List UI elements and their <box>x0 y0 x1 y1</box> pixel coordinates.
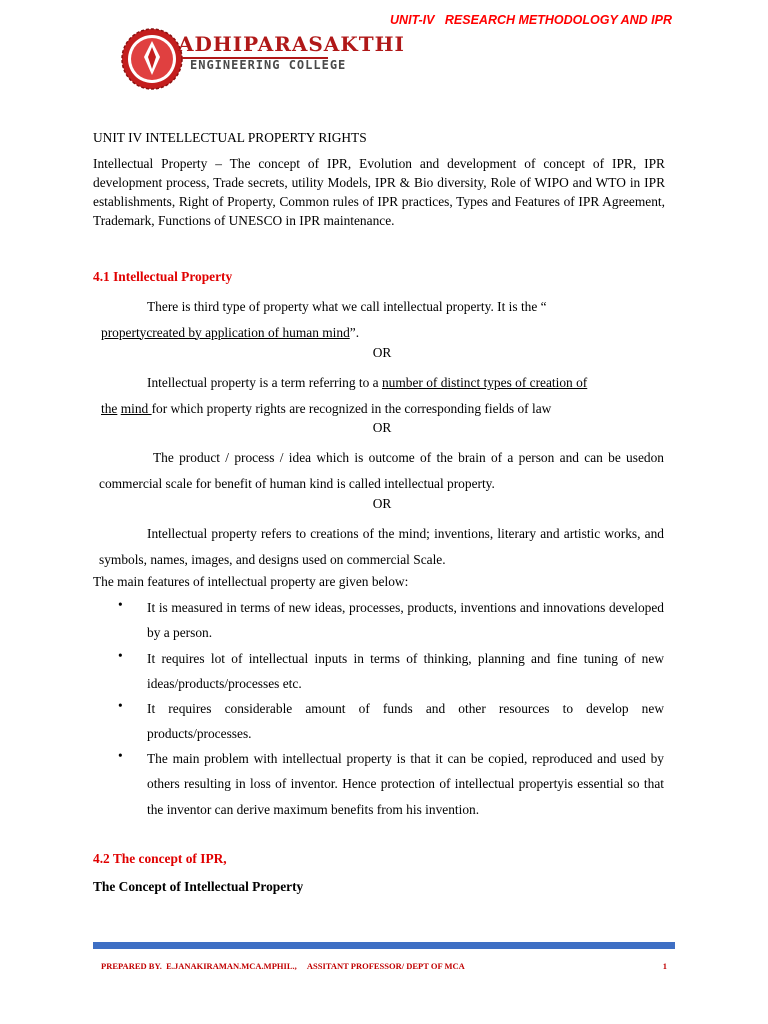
features-intro: The main features of intellectual property are given below: <box>93 574 409 589</box>
paragraph-2 <box>93 370 665 421</box>
section-subheading: The Concept of Intellectual Property <box>93 879 304 894</box>
bullet-icon: • <box>118 597 123 612</box>
unit-syllabus: Intellectual Property – The concept of IPR, Evolution and development of concept of IPR, IPR development process, Trade secrets, utility Models, IPR & Bio diversity, Role of WIPO and WTO in IPR establishments, Right of Property, Common rules of IPR practices, Types and Features of IPR Agreement, Trademark, Functions of UNESCO in IPR maintenance. <box>93 156 665 228</box>
or-separator-3: OR <box>372 496 392 511</box>
unit-title: UNIT IV INTELLECTUAL PROPERTY RIGHTS <box>93 130 367 145</box>
footer-prepared-by: PREPARED BY. E.JANAKIRAMAN.MCA.MPHIL., ASSITANT PROFESSOR/ DEPT OF MCA <box>101 961 465 971</box>
section-heading-4-1: 4.1 Intellectual Property <box>93 269 233 284</box>
footer-divider <box>93 942 675 949</box>
paragraph-4: Intellectual property refers to creations of the mind; inventions, literary and artistic works, and symbols, names, images, and designs used on commercial Scale. <box>99 526 664 567</box>
p2-text-2: for which property rights are recognized in the corresponding fields of law <box>151 400 552 416</box>
p2-underlined-2: the <box>101 400 118 416</box>
p2-underlined-3: mind <box>120 400 152 416</box>
college-seal-icon <box>120 27 184 91</box>
or-separator-1: OR <box>372 345 392 360</box>
p1-text: There is third type of property what we call intellectual property. It is the “ <box>147 299 547 314</box>
p1-end: ”. <box>349 324 360 340</box>
bullet-icon: • <box>118 648 123 663</box>
paragraph-1 <box>93 294 665 345</box>
or-separator-2: OR <box>372 420 392 435</box>
section-heading-4-2: 4.2 The concept of IPR, <box>93 851 227 866</box>
page-number: 1 <box>662 961 667 971</box>
college-logo <box>120 27 405 91</box>
feature-item: It requires considerable amount of funds and other resources to develop new products/processes. <box>147 701 664 742</box>
p2-underlined: number of distinct types of creation of <box>381 375 588 390</box>
bullet-icon: • <box>118 698 123 713</box>
college-subtitle: ENGINEERING COLLEGE <box>190 58 347 72</box>
feature-item: It requires lot of intellectual inputs in terms of thinking, planning and fine tuning of new ideas/products/processes etc. <box>147 651 664 692</box>
unit-header: UNIT-IV RESEARCH METHODOLOGY AND IPR <box>390 13 672 27</box>
p2-text: Intellectual property is a term referring to a <box>147 375 382 390</box>
feature-item: The main problem with intellectual property is that it can be copied, reproduced and used by others resulting in loss of inventor. Hence protection of intellectual propertyis essential so that the inventor can derive maximum benefits from his invention. <box>147 751 664 817</box>
feature-item: It is measured in terms of new ideas, processes, products, inventions and innovations developed by a person. <box>147 600 664 641</box>
bullet-icon: • <box>118 748 123 763</box>
paragraph-3: The product / process / idea which is outcome of the brain of a person and can be usedon commercial scale for benefit of human kind is called intellectual property. <box>99 450 664 491</box>
college-name: ADHIPARASAKTHI <box>178 32 405 56</box>
p1-underlined: propertycreated by application of human mind <box>101 324 350 340</box>
